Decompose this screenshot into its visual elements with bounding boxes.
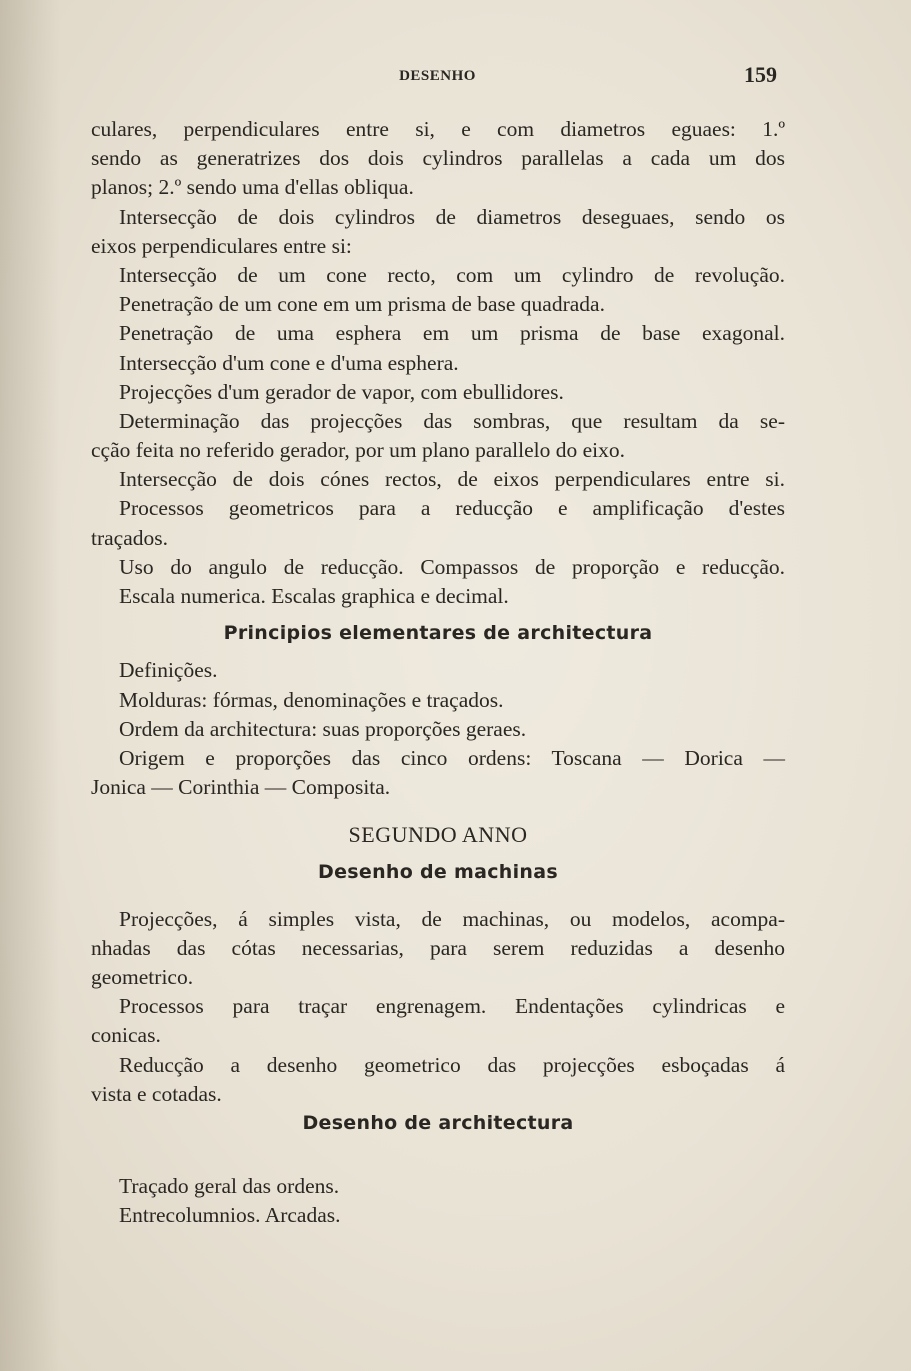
subsection-heading: Principios elementares de architectura (223, 622, 653, 645)
text-line: Ordem da architectura: suas proporções geraes. (119, 716, 527, 741)
text-line: Definições. (119, 658, 218, 683)
spacer (91, 611, 785, 619)
text-line: culares, perpendiculares entre si, e com diametros eguaes: 1.º (91, 117, 785, 141)
text-line: nhadas das cótas necessarias, para serem reduzidas a desenho (91, 935, 785, 960)
spacer (91, 1138, 785, 1172)
text-line: Entrecolumnios. Arcadas. (119, 1203, 341, 1228)
section-title: SEGUNDO ANNO (348, 822, 528, 848)
text-line: cção feita no referido gerador, por um plano parallelo do eixo. (91, 438, 626, 463)
page-number: 159 (744, 62, 777, 87)
text-line: Determinação das projecções das sombras, que resultam da se- (119, 408, 785, 433)
text-line: Traçado geral das ordens. (119, 1174, 340, 1199)
text-line: Intersecção d'um cone e d'uma esphera. (119, 350, 459, 375)
text-line: Penetração de uma esphera em um prisma de base exagonal. (119, 321, 785, 346)
text-line: Penetração de um cone em um prisma de base quadrada. (119, 292, 605, 317)
text-line: Uso do angulo de reducção. Compassos de proporção e reducção. (119, 554, 785, 579)
text-line: geometrico. (91, 965, 194, 990)
text-line: Projecções d'um gerador de vapor, com ebullidores. (119, 379, 564, 404)
text-line: planos; 2.º sendo uma d'ellas obliqua. (91, 175, 414, 200)
text-line: Jonica — Corinthia — Composita. (91, 775, 391, 800)
text-line: Processos para traçar engrenagem. Endentações cylindricas e (119, 994, 785, 1019)
text-line: Escala numerica. Escalas graphica e decimal. (119, 584, 509, 608)
text-line: conicas. (91, 1023, 161, 1048)
subsection-heading: Desenho de architectura (302, 1112, 574, 1134)
spacer (91, 887, 785, 905)
text-line: Intersecção de um cone recto, com um cylindro de revolução. (119, 262, 785, 287)
text-line: Intersecção de dois cónes rectos, de eixos perpendiculares entre si. (119, 467, 785, 492)
text-body (91, 115, 785, 1231)
text-line: Processos geometricos para a reducção e amplificação d'estes (119, 496, 785, 521)
text-line: Intersecção de dois cylindros de diametros deseguaes, sendo os (119, 204, 785, 229)
text-line: eixos perpendiculares entre si: (91, 233, 352, 258)
text-line: sendo as generatrizes dos dois cylindros parallelas a cada um dos (91, 146, 785, 171)
spacer (91, 802, 785, 820)
text-line: Molduras: fórmas, denominações e traçados. (119, 687, 504, 712)
running-head (90, 62, 785, 92)
subsection-heading: Desenho de machinas (318, 860, 558, 883)
text-line: Projecções, á simples vista, de machinas, ou modelos, acompa- (119, 906, 785, 931)
text-line: Origem e proporções das cinco ordens: Toscana — Dorica — (119, 745, 785, 770)
text-line: traçados. (91, 525, 169, 550)
running-title: DESENHO (399, 68, 476, 84)
text-line: Reducção a desenho geometrico das projecções esboçadas á (119, 1052, 785, 1077)
text-line: vista e cotadas. (91, 1081, 222, 1106)
spacer (91, 850, 785, 858)
spacer (91, 648, 785, 656)
